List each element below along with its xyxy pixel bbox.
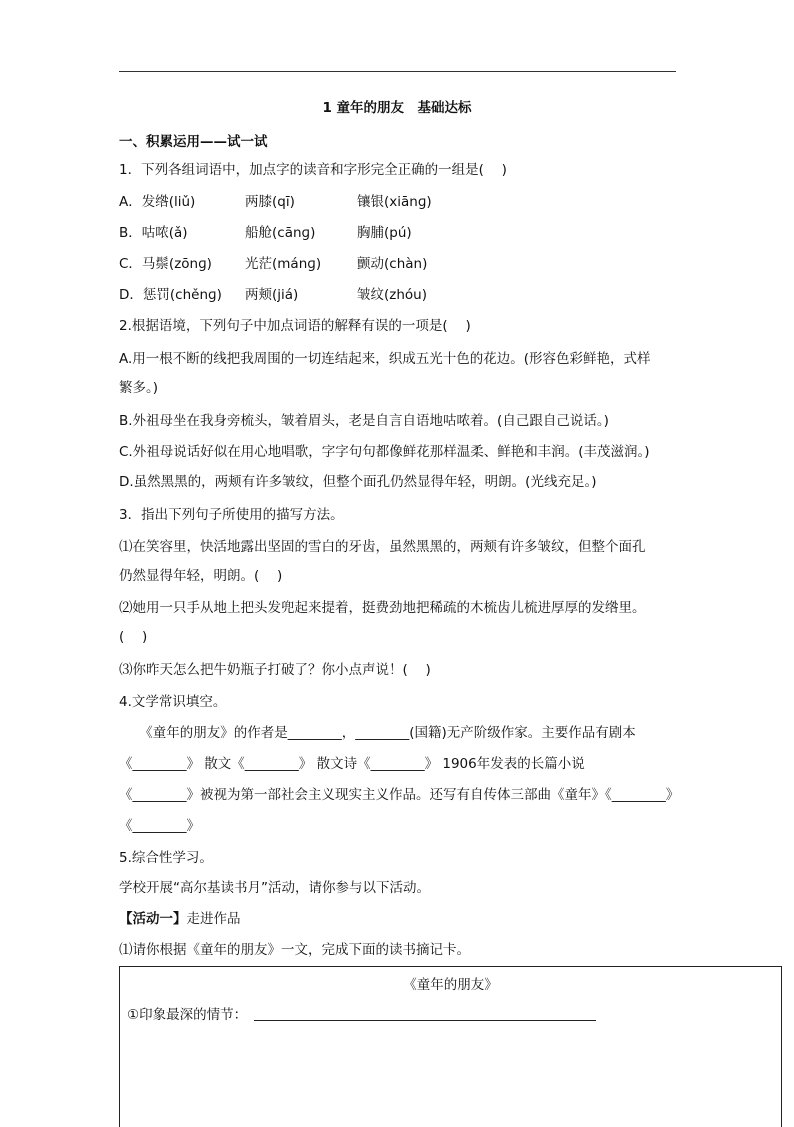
activity-text: 走进作品 [186, 911, 241, 927]
q1-option-a-2: 两膝(qī) [245, 194, 295, 210]
q1-stem: 1．下列各组词语中，加点字的读音和字形完全正确的一组是( ) [119, 162, 507, 178]
q1-option-d-1: D．惩罚(chěnɡ) [119, 287, 222, 303]
q3-sentence-3: ⑶你昨天怎么把牛奶瓶子打破了？你小点声说！( ) [119, 662, 431, 678]
activity-bracket: 【活动一】 [119, 911, 187, 927]
q3-sentence-2: ⑵她用一只手从地上把头发兜起来提着，挺费劲地把稀疏的木梳齿儿梳进厚厚的发绺里。 [119, 600, 646, 616]
q5-sub-1: ⑴请你根据《童年的朋友》一文，完成下面的读书摘记卡。 [119, 942, 470, 958]
card-answer-line[interactable] [254, 1020, 596, 1021]
q1-option-a-3: 镶银(xiānɡ) [357, 194, 432, 210]
q1-option-c-1: C．马鬃(zōnɡ) [119, 256, 212, 272]
q2-option-b: B.外祖母坐在我身旁梳头，皱着眉头，老是自言自语地咕哝着。(自己跟自己说话。) [119, 413, 609, 429]
q2-option-c: C.外祖母说话好似在用心地唱歌，字字句句都像鲜花那样温柔、鲜艳和丰润。(丰茂滋润。) [119, 444, 650, 460]
reading-notes-card [119, 966, 782, 1127]
q2-option-a-cont: 繁多。) [119, 380, 159, 396]
q4-line-4: 《________》 [119, 818, 200, 834]
q3-sentence-1-cont: 仍然显得年轻，明朗。( ) [119, 568, 283, 584]
q3-sentence-2-cont: ( ) [119, 629, 148, 645]
q3-stem: 3．指出下列句子所使用的描写方法。 [119, 507, 344, 523]
card-field-label: ①印象最深的情节： [127, 1007, 248, 1023]
q2-option-a: A.用一根不断的线把我周围的一切连结起来，织成五光十色的花边。(形容色彩鲜艳，式样 [119, 351, 651, 367]
section-heading: 一、积累运用——试一试 [119, 134, 268, 150]
q1-option-d-2: 两颊(jiá) [245, 287, 299, 303]
page-title: 1 童年的朋友 基础达标 [322, 100, 472, 116]
q1-option-c-3: 颤动(chàn) [357, 256, 428, 272]
q1-option-b-3: 胸脯(pú) [357, 225, 412, 241]
q1-option-d-3: 皱纹(zhóu) [357, 287, 427, 303]
q4-line-3: 《________》被视为第一部社会主义现实主义作品。还写有自传体三部曲《童年》《________》 [119, 787, 680, 803]
q1-option-b-1: B．咕哝(ǎ) [119, 225, 188, 241]
q4-line-1: 《童年的朋友》的作者是________，________(国籍)无产阶级作家。主要作品有剧本 [119, 725, 636, 741]
q2-option-d: D.虽然黑黑的，两颊有许多皱纹，但整个面孔仍然显得年轻，明朗。(光线充足。) [119, 474, 597, 490]
q2-stem: 2.根据语境，下列句子中加点词语的解释有误的一项是( ) [119, 318, 471, 334]
q4-stem: 4.文学常识填空。 [119, 694, 227, 710]
q5-intro: 学校开展“高尔基读书月”活动，请你参与以下活动。 [119, 880, 430, 896]
q3-sentence-1: ⑴在笑容里，快活地露出坚固的雪白的牙齿，虽然黑黑的，两颊有许多皱纹，但整个面孔 [119, 539, 646, 555]
q1-option-a-1: A．发绺(liǔ) [119, 194, 196, 210]
q1-option-c-2: 光茫(mánɡ) [245, 256, 322, 272]
card-title: 《童年的朋友》 [403, 977, 498, 993]
q4-line-2: 《________》 散文《________》 散文诗《________》 1906年发表的长篇小说 [119, 756, 585, 772]
q5-stem: 5.综合性学习。 [119, 850, 213, 866]
q5-activity-1 [119, 909, 241, 929]
header-rule [119, 71, 676, 72]
q1-option-b-2: 船舱(cānɡ) [245, 225, 316, 241]
